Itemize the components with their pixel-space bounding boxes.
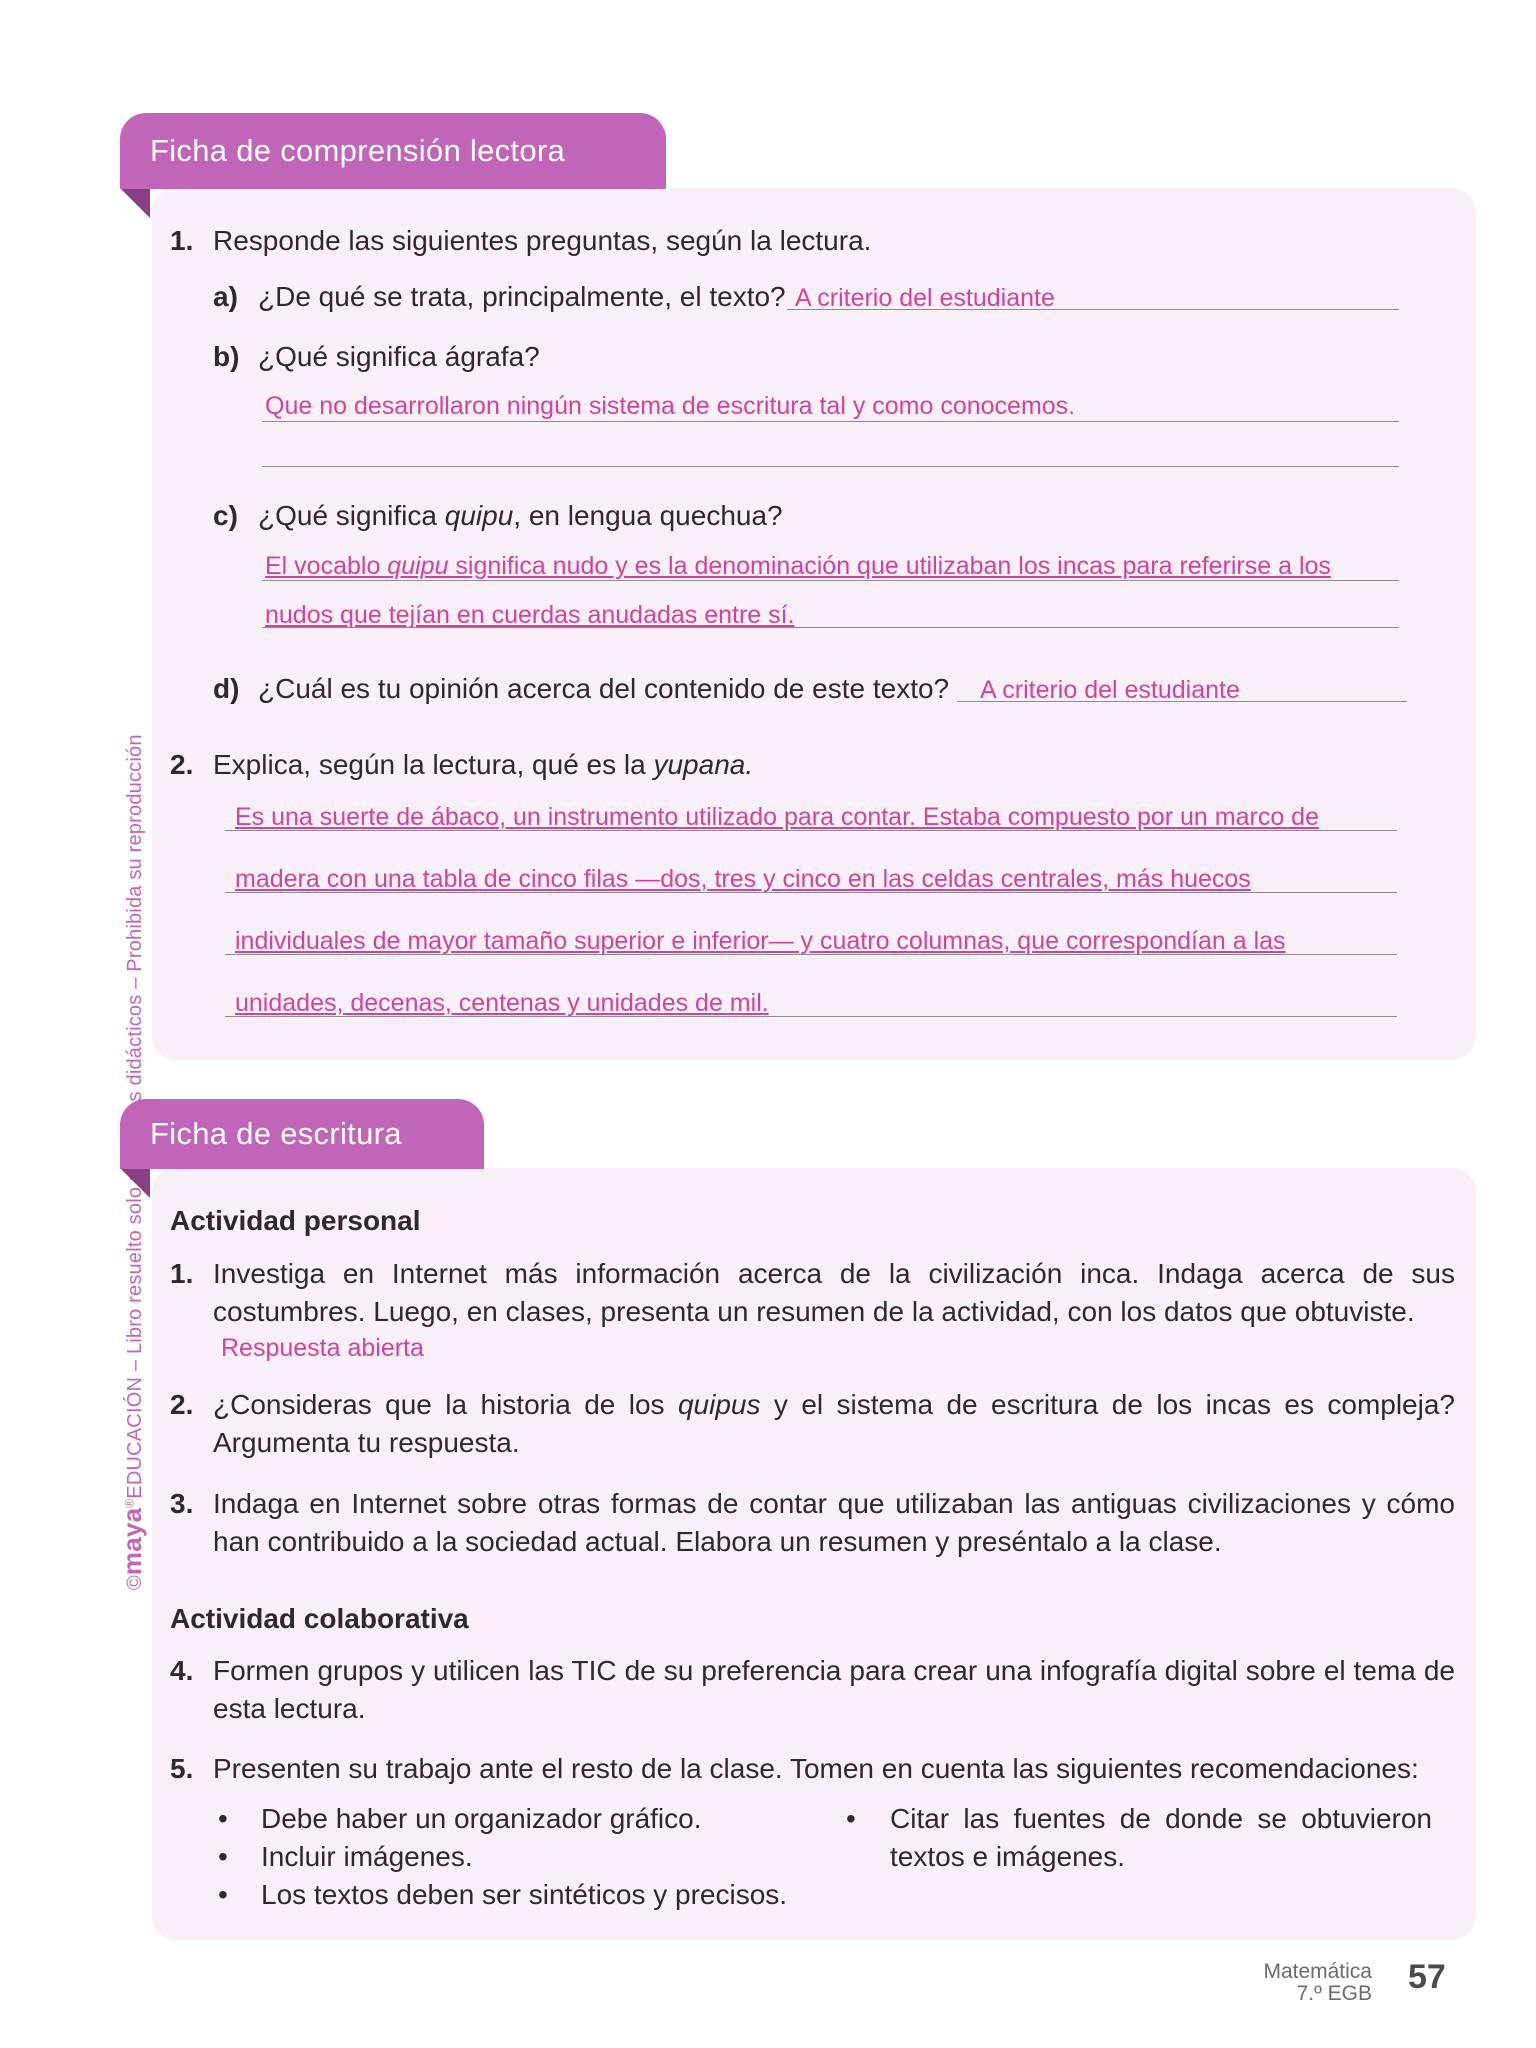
answer-line — [262, 580, 1399, 581]
question-a-text: ¿De qué se trata, principalmente, el texto? — [258, 281, 786, 312]
question-d-label: d) — [213, 673, 240, 704]
footer-subject — [1180, 1961, 1372, 2005]
answer-line — [225, 892, 1397, 893]
question-d-text: ¿Cuál es tu opinión acerca del contenido de este texto? — [258, 673, 950, 704]
item-1-text: Investiga en Internet más información acerca de la civilización inca. Indaga acerca de sus costumbres. Luego, en clases, presenta un resumen de la actividad, con los datos que obtuviste. — [213, 1258, 1455, 1327]
answer-line — [262, 627, 1399, 628]
item-4-text: Formen grupos y utilicen las TIC de su preferencia para crear una infografía digital sobre el tema de esta lectura. — [213, 1655, 1455, 1724]
question-1-number: 1. — [170, 225, 194, 256]
brand-logo: maya — [117, 1507, 147, 1576]
registered-mark: ® — [122, 1498, 137, 1508]
bullet-marker: • — [218, 1879, 228, 1910]
tab-fold — [120, 1168, 150, 1198]
answer-2-line2: madera con una tabla de cinco filas —dos, tres y cinco en las celdas centrales, más huecos — [235, 865, 1251, 893]
bullet-marker: • — [846, 1803, 856, 1834]
answer-2-line4: unidades, decenas, centenas y unidades de mil. — [235, 989, 769, 1017]
question-2-number: 2. — [170, 749, 194, 780]
bullet-item: Los textos deben ser sintéticos y precisos. — [261, 1879, 788, 1910]
question-b-text: ¿Qué significa ágrafa? — [258, 341, 540, 372]
section-title-text: Ficha de comprensión lectora — [150, 133, 566, 168]
section-title-text: Ficha de escritura — [150, 1116, 402, 1151]
question-b-label: b) — [213, 341, 240, 372]
item-3-number: 3. — [170, 1488, 194, 1519]
answer-b: Que no desarrollaron ningún sistema de escritura tal y como conocemos. — [265, 392, 1076, 420]
section-title-comprension — [120, 113, 666, 189]
tab-fold — [120, 188, 150, 218]
item-3-text: Indaga en Internet sobre otras formas de contar que utilizaban las antiguas civilizaciones y cómo han contribuido a la sociedad actual. Elabora un resumen y preséntalo a la clase. — [213, 1488, 1455, 1557]
collab-heading: Actividad colaborativa — [170, 1603, 469, 1634]
answer-line — [262, 421, 1399, 422]
footer-grade-text: 7.º EGB — [1296, 1982, 1372, 2005]
item-2-text: ¿Consideras que la historia de los quipus y el sistema de escritura de los incas es compleja? Argumenta tu respuesta. — [213, 1389, 1455, 1458]
answer-line — [225, 830, 1397, 831]
item-1-answer: Respuesta abierta — [221, 1334, 424, 1362]
bullet-marker: • — [218, 1803, 228, 1834]
answer-line — [225, 1016, 1397, 1017]
personal-heading: Actividad personal — [170, 1205, 421, 1236]
section-title-escritura — [120, 1099, 484, 1169]
item-5-text: Presenten su trabajo ante el resto de la clase. Tomen en cuenta las siguientes recomendaciones: — [213, 1753, 1419, 1784]
bullet-item: Incluir imágenes. — [261, 1841, 473, 1872]
item-1-number: 1. — [170, 1258, 194, 1289]
answer-c-line1: El vocablo quipu significa nudo y es la denominación que utilizaban los incas para referirse a los — [265, 552, 1331, 580]
item-5-number: 5. — [170, 1753, 194, 1784]
answer-line — [787, 309, 1399, 310]
answer-d: A criterio del estudiante — [980, 676, 1240, 704]
question-1-text: Responde las siguientes preguntas, según la lectura. — [213, 225, 872, 256]
item-2-number: 2. — [170, 1389, 194, 1420]
answer-line — [225, 954, 1397, 955]
answer-c-line2: nudos que tejían en cuerdas anudadas entre sí. — [265, 601, 795, 629]
answer-line — [262, 466, 1399, 467]
bullet-item: Citar las fuentes de donde se obtuvieron textos e imágenes. — [890, 1803, 1432, 1872]
answer-2-line1: Es una suerte de ábaco, un instrumento utilizado para contar. Estaba compuesto por un marco de — [235, 803, 1319, 831]
question-c-text: ¿Qué significa quipu, en lengua quechua? — [258, 500, 783, 531]
answer-2-line3: individuales de mayor tamaño superior e inferior— y cuatro columnas, que correspondían a las — [235, 927, 1286, 955]
copyright-symbol: © — [124, 1575, 146, 1590]
item-4-number: 4. — [170, 1655, 194, 1686]
bullet-item: Debe haber un organizador gráfico. — [261, 1803, 702, 1834]
footer-subject-text: Matemática — [1263, 1960, 1372, 1983]
question-2-text: Explica, según la lectura, qué es la yupana. — [213, 749, 754, 780]
page-number: 57 — [1408, 1958, 1446, 1996]
answer-a: A criterio del estudiante — [795, 284, 1055, 312]
bullet-marker: • — [218, 1841, 228, 1872]
question-a-label: a) — [213, 281, 238, 312]
question-c-label: c) — [213, 500, 238, 531]
answer-line — [957, 701, 1407, 702]
